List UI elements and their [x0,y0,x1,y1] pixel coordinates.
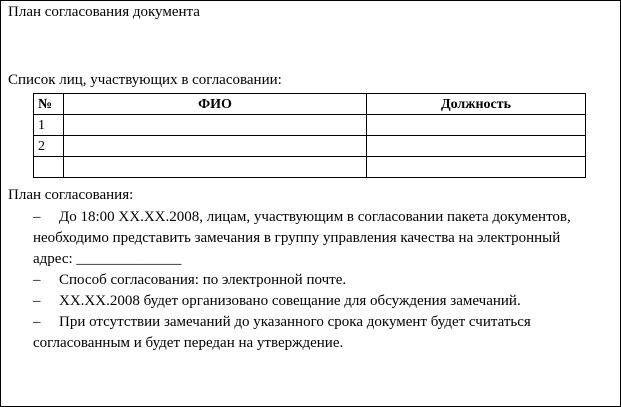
bullet-dash: – [33,209,41,225]
plan-heading: План согласования: [8,187,134,203]
bullet-dash: – [33,293,41,309]
document-title: План согласования документа [8,4,200,20]
list-item-text: До 18:00 XX.XX.2008, лицам, участвующим в согласовании пакета документов, необходимо представить замечания в группу управления качества на электронный адрес: ______________ [33,209,571,267]
row-number: 1 [34,115,64,136]
row-position [367,115,586,136]
bullet-dash: – [33,314,41,330]
table-row [34,136,586,157]
row-position [367,157,586,178]
row-fio [64,136,367,157]
row-number [34,157,64,178]
header-position: Должность [367,94,586,115]
participants-table [33,93,586,178]
header-fio: ФИО [64,94,367,115]
list-item-text: При отсутствии замечаний до указанного срока документ будет считаться согласованным и будет передан на утверждение. [33,314,531,351]
row-fio [64,157,367,178]
participants-heading: Список лиц, участвующих в согласовании: [8,72,282,88]
table-header-row [34,94,586,115]
bullet-dash: – [33,272,41,288]
list-item-text: Способ согласования: по электронной почте. [59,272,347,288]
list-item [33,291,603,312]
plan-list [33,207,603,354]
row-position [367,136,586,157]
row-fio [64,115,367,136]
table-row [34,157,586,178]
list-item [33,312,603,354]
row-number: 2 [34,136,64,157]
table-row [34,115,586,136]
list-item [33,270,603,291]
list-item-text: XX.XX.2008 будет организовано совещание для обсуждения замечаний. [59,293,521,309]
list-item [33,207,603,270]
header-number: № [34,94,64,115]
